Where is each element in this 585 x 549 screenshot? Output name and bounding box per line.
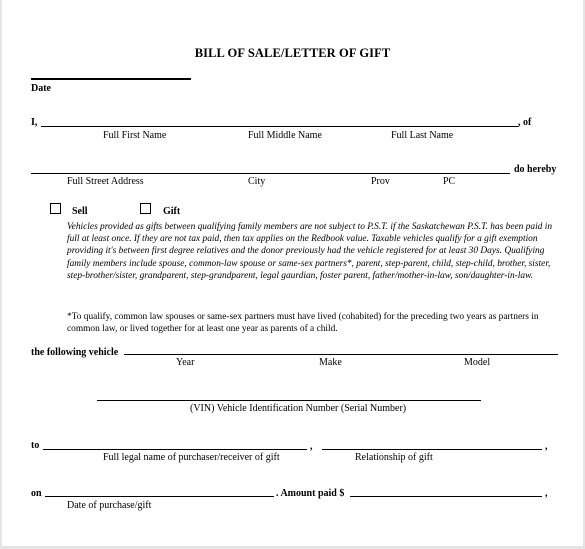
page-left-edge [0, 0, 2, 549]
vin-label: (VIN) Vehicle Identification Number (Serial Number) [190, 403, 407, 414]
purchaser-name-field-line[interactable] [43, 449, 307, 450]
date-label: Date [31, 83, 51, 94]
amount-paid-label: . Amount paid $ [276, 488, 345, 499]
cohabitation-footnote: *To qualify, common law spouses or same-sex partners must have lived (cohabited) for the preceding two years as partners in common law, or lived together for at least one year as parents of a child. [67, 312, 539, 335]
last-name-label: Full Last Name [391, 130, 454, 141]
street-address-label: Full Street Address [67, 176, 144, 187]
vehicle-model-label: Model [464, 357, 491, 368]
vehicle-year-label: Year [176, 357, 195, 368]
vehicle-make-label: Make [319, 357, 342, 368]
document-title: BILL OF SALE/LETTER OF GIFT [194, 46, 391, 60]
relationship-field-line[interactable] [322, 449, 542, 450]
vin-field-line[interactable] [97, 400, 481, 401]
date-field-line[interactable] [31, 78, 191, 80]
purchaser-name-label: Full legal name of purchaser/receiver of gift [103, 452, 280, 463]
relationship-label: Relationship of gift [355, 452, 433, 463]
purchase-date-label: Date of purchase/gift [67, 500, 152, 511]
relationship-comma: , [545, 441, 548, 452]
purchaser-comma: , [310, 441, 313, 452]
sell-checkbox[interactable] [50, 203, 61, 214]
gift-label: Gift [163, 206, 181, 217]
amount-paid-end-mark: , [545, 488, 548, 499]
purchase-date-field-line[interactable] [45, 496, 274, 497]
address-field-line[interactable] [31, 173, 510, 174]
amount-paid-field-line[interactable] [350, 496, 542, 497]
vehicle-field-line[interactable] [124, 354, 558, 355]
first-name-label: Full First Name [103, 130, 167, 141]
line1-suffix: , of [518, 117, 532, 128]
postal-code-label: PC [443, 176, 456, 187]
city-label: City [248, 176, 266, 187]
line1-prefix: I, [31, 117, 38, 128]
purchase-prefix: on [31, 488, 42, 499]
gift-checkbox[interactable] [140, 203, 151, 214]
sell-label: Sell [72, 206, 88, 217]
purchaser-prefix: to [31, 440, 40, 451]
line2-suffix: do hereby [514, 164, 557, 175]
middle-name-label: Full Middle Name [248, 130, 322, 141]
vehicle-label: the following vehicle [31, 347, 119, 358]
province-label: Prov [371, 176, 390, 187]
gift-exemption-notice: Vehicles provided as gifts between qualifying family members are not subject to P.S.T. if the Saskatchewan P.S.T. has been paid in full at least once. If they are not tax paid, then tax applies on the Redbook value. Taxable vehicles qualify for a gift exemption providing it's between first degree relatives and the donor previously had the vehicle registered for at least 30 Days. Qualifying family members include spouse, common-law spouse or same-sex partners*, parent, step-parent, child, step-child, brother, sister, step-brother/sister, grandparent, step-grandparent, legal gaurdian, foster parent, father/mother-in-law, son/daughter-in-law. [67, 222, 553, 281]
full-name-field-line[interactable] [41, 126, 519, 127]
